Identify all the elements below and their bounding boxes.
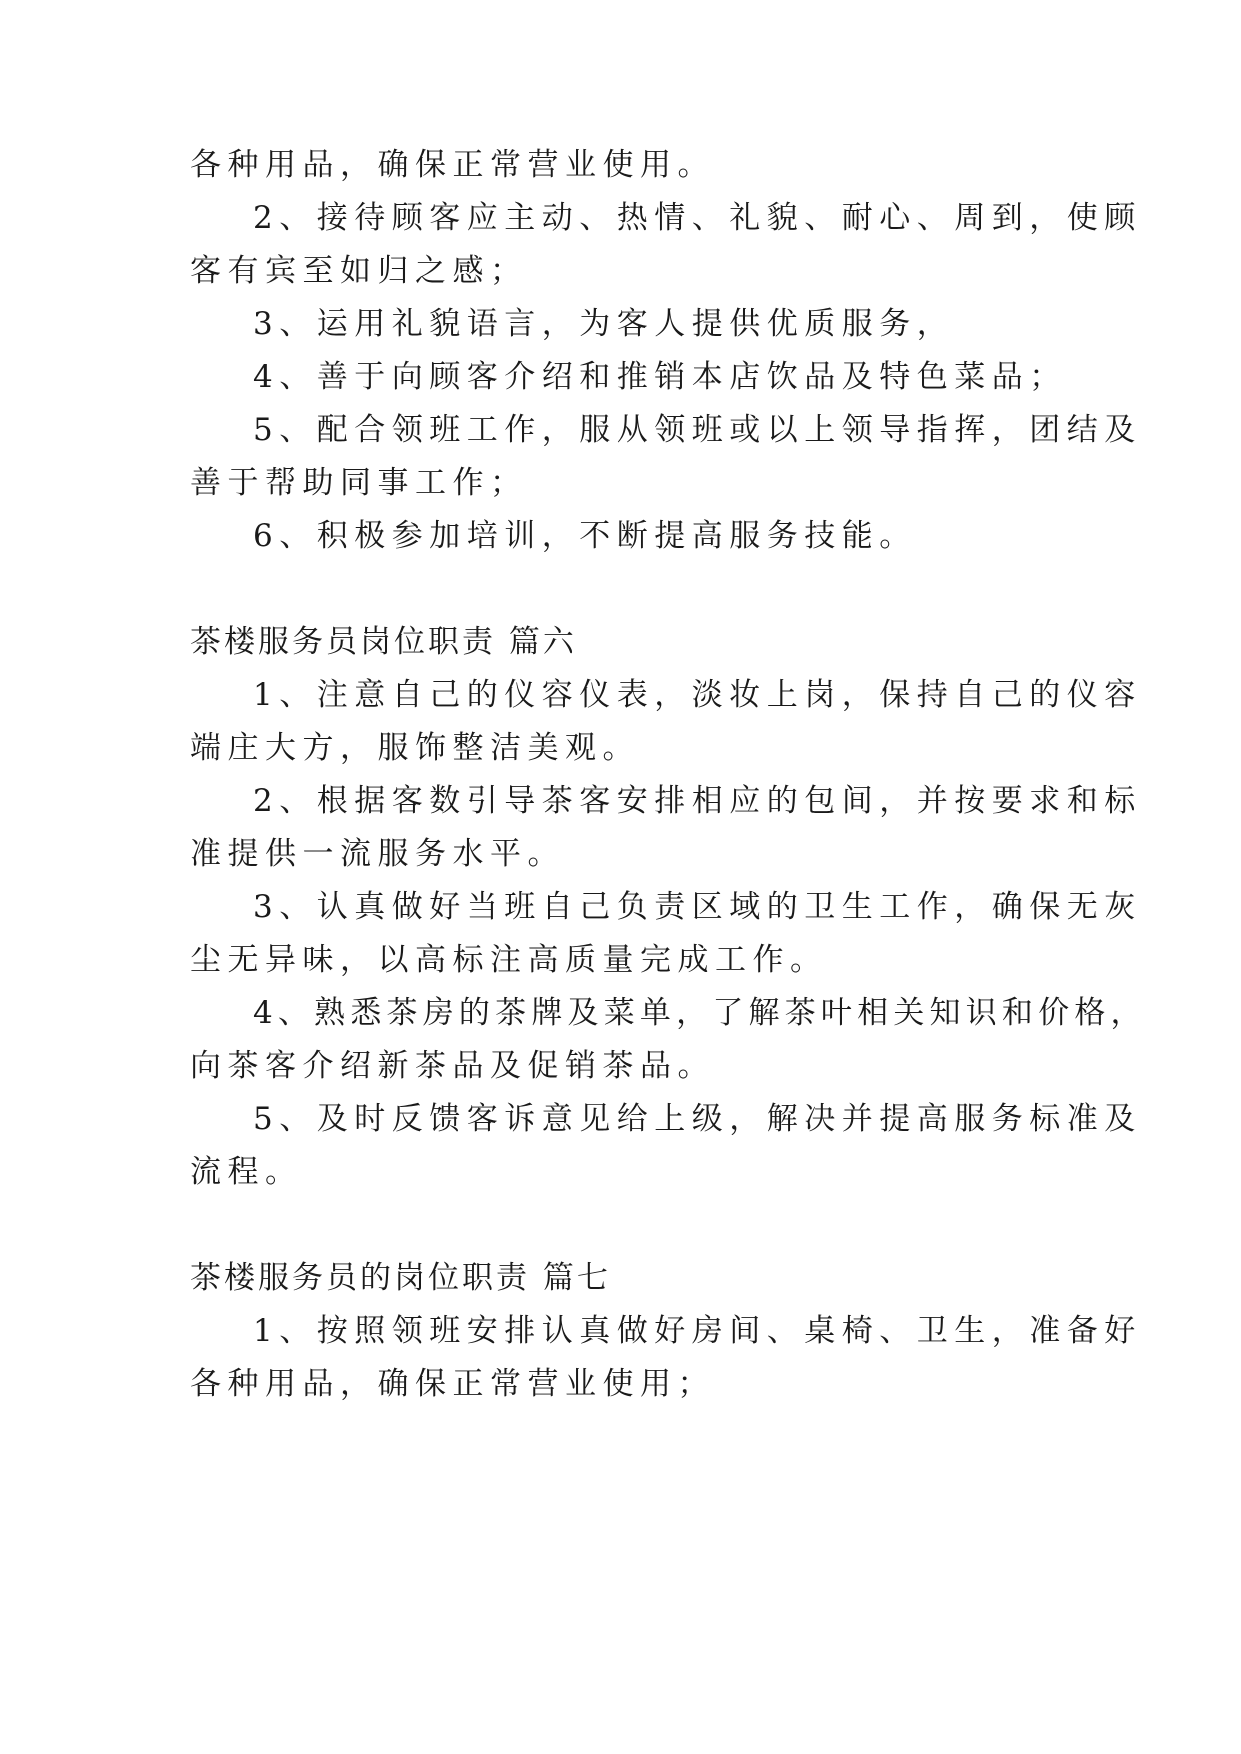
section-heading: 茶楼服务员岗位职责 篇六	[190, 624, 577, 660]
section-heading: 茶楼服务员的岗位职责 篇七	[190, 1260, 611, 1296]
text-line: 5、配合领班工作，服从领班或以上领导指挥，团结及	[253, 412, 1142, 448]
text-line: 各种用品，确保正常营业使用。	[190, 147, 715, 183]
text-line: 各种用品，确保正常营业使用；	[190, 1366, 715, 1402]
text-line: 5、及时反馈客诉意见给上级，解决并提高服务标准及	[253, 1101, 1142, 1137]
text-line: 2、接待顾客应主动、热情、礼貌、耐心、周到，使顾	[253, 200, 1142, 236]
text-line: 准提供一流服务水平。	[190, 836, 565, 872]
text-line: 善于帮助同事工作；	[190, 465, 528, 501]
text-line: 6、积极参加培训，不断提高服务技能。	[253, 518, 917, 554]
text-line: 向茶客介绍新茶品及促销茶品。	[190, 1048, 715, 1084]
text-line: 4、善于向顾客介绍和推销本店饮品及特色菜品；	[253, 359, 1067, 395]
text-line: 客有宾至如归之感；	[190, 253, 528, 289]
text-line: 尘无异味，以高标注高质量完成工作。	[190, 942, 828, 978]
text-line: 3、认真做好当班自己负责区域的卫生工作，确保无灰	[253, 889, 1142, 925]
text-line: 4、熟悉茶房的茶牌及菜单，了解茶叶相关知识和价格，	[253, 995, 1147, 1031]
text-line: 端庄大方，服饰整洁美观。	[190, 730, 640, 766]
text-line: 2、根据客数引导茶客安排相应的包间，并按要求和标	[253, 783, 1142, 819]
text-line: 流程。	[190, 1154, 303, 1190]
text-line: 1、注意自己的仪容仪表，淡妆上岗，保持自己的仪容	[253, 677, 1142, 713]
text-line: 3、运用礼貌语言，为客人提供优质服务，	[253, 306, 955, 342]
text-line: 1、按照领班安排认真做好房间、桌椅、卫生，准备好	[253, 1313, 1142, 1349]
